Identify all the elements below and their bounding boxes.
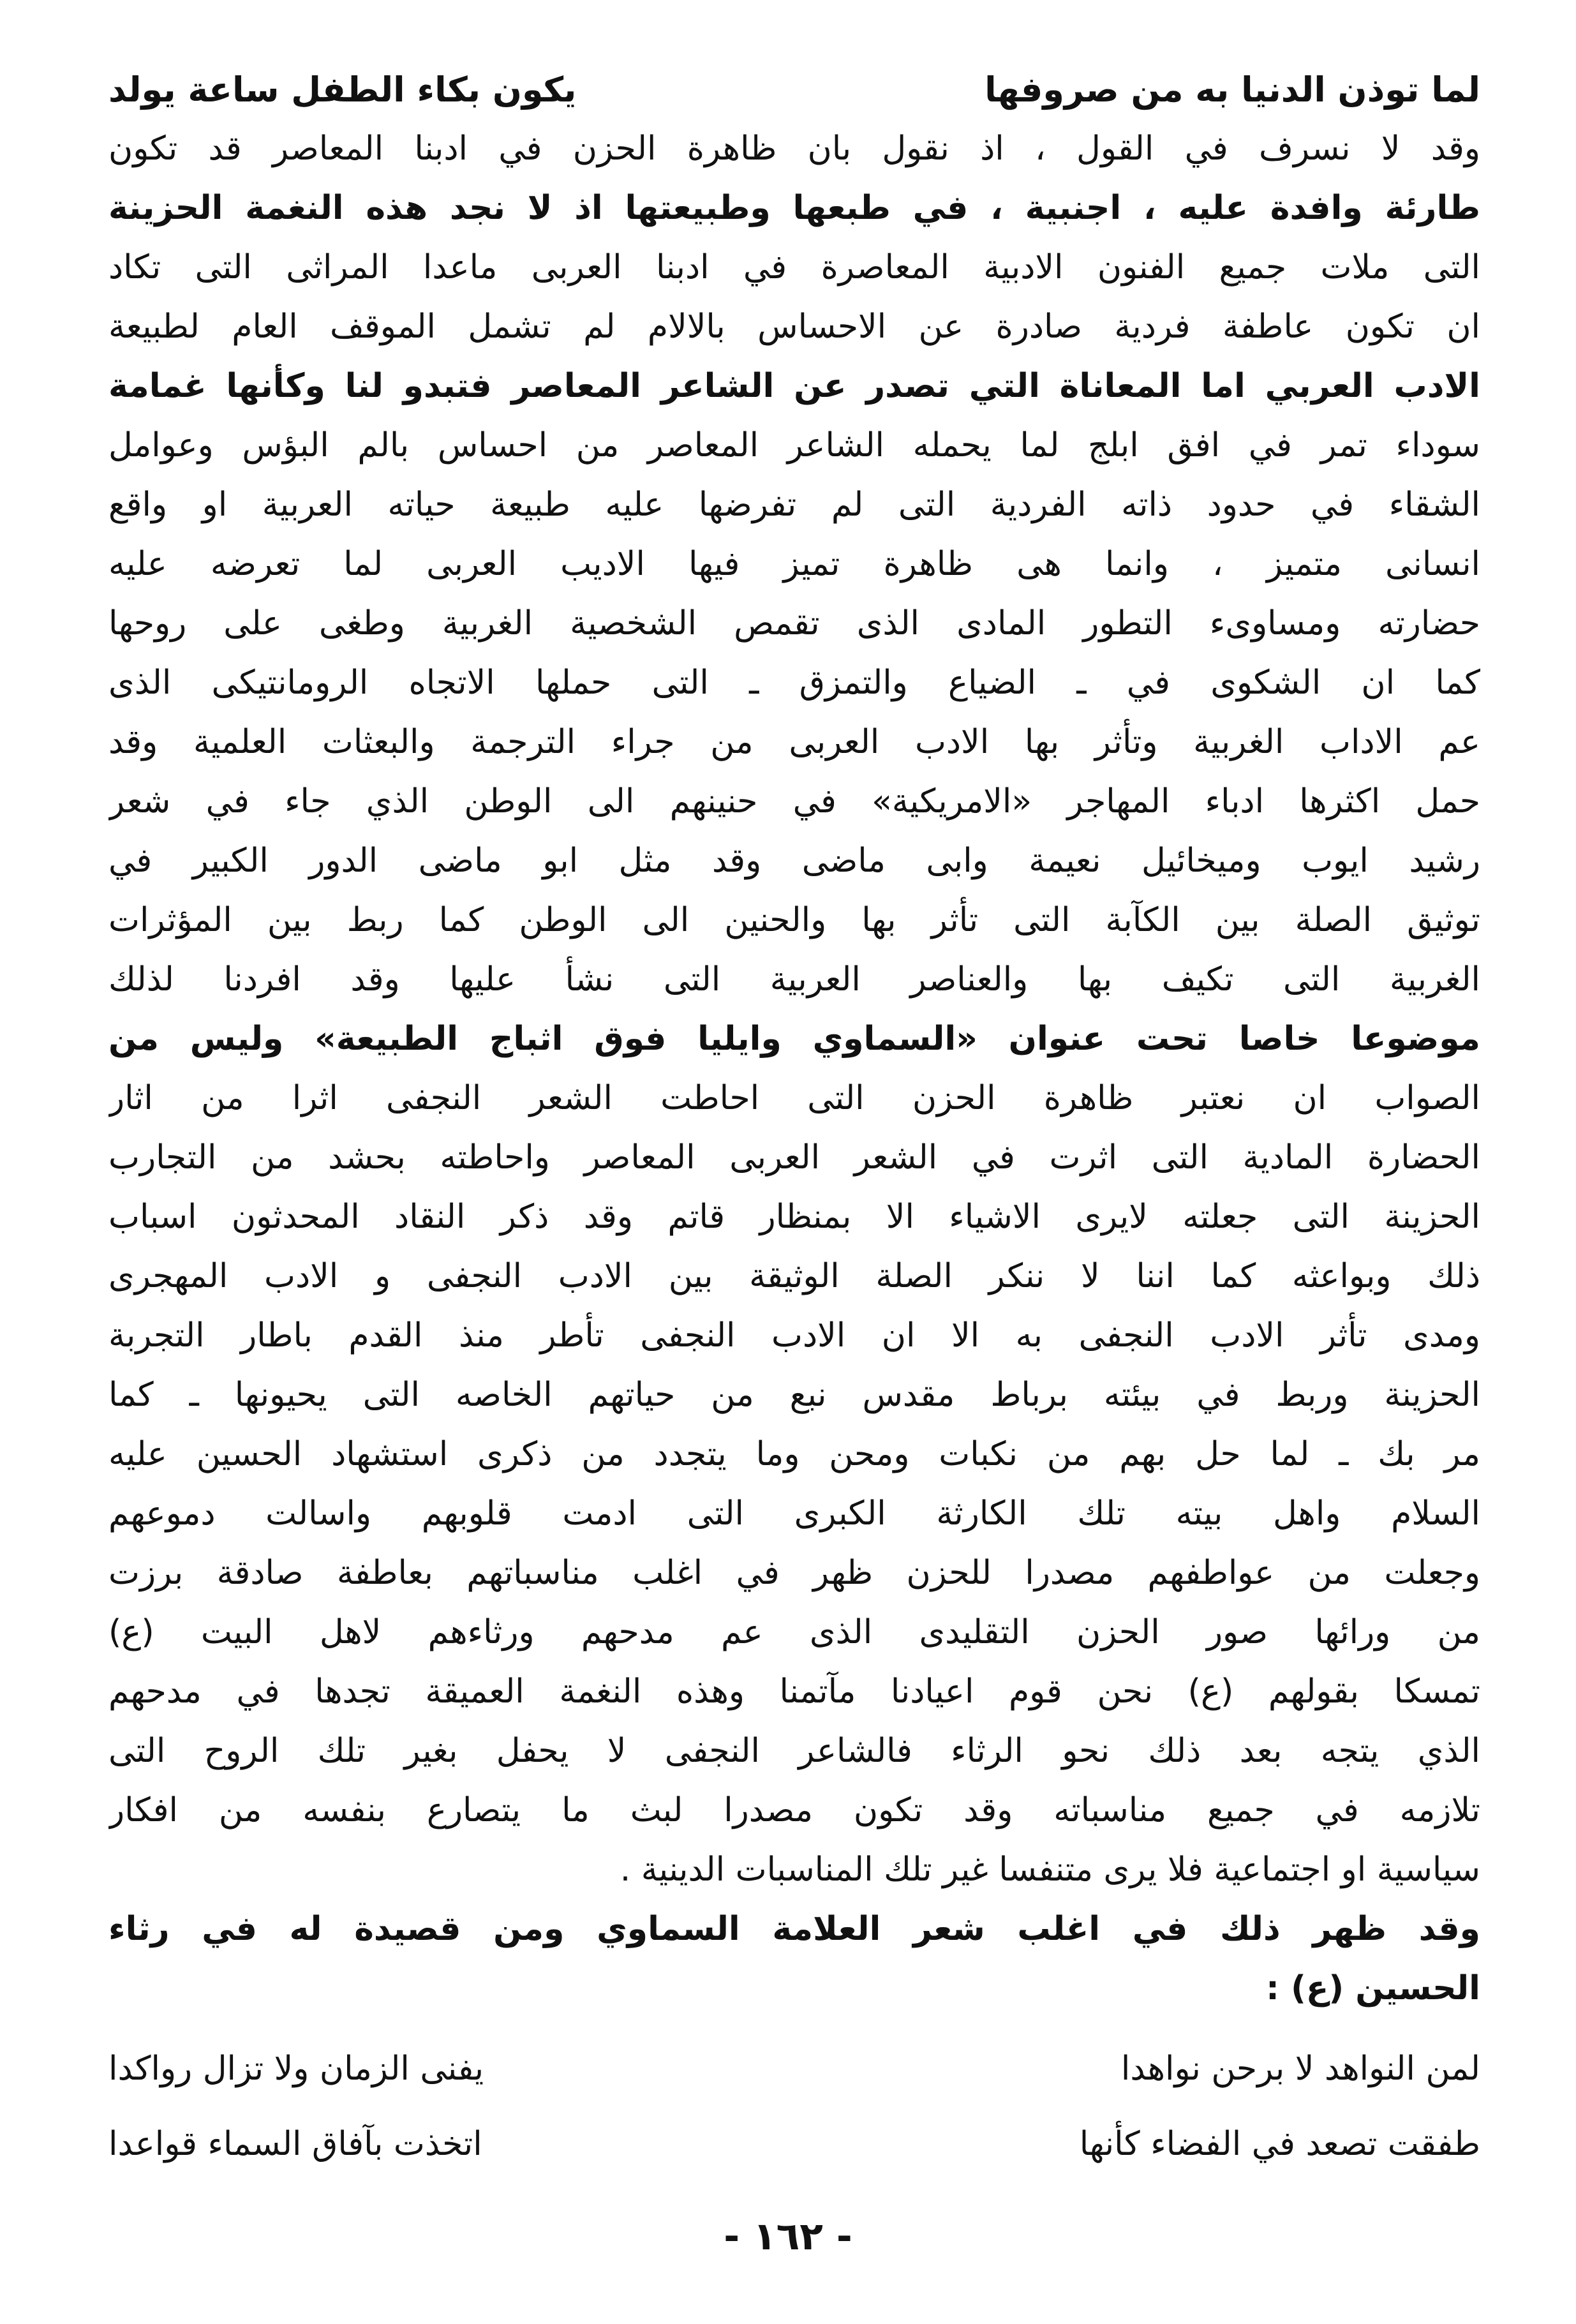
text-line: سياسية او اجتماعية فلا يرى متنفسا غير تلك المناسبات الدينية . — [620, 1851, 1480, 1889]
text-line: الشقاء في حدود ذاته الفردية التى لم تفرضها عليه طبيعة حياته العربية او واقع — [108, 486, 1480, 524]
text-line: التى ملات جميع الفنون الادبية المعاصرة في ادبنا العربى ماعدا المراثى التى تكاد — [108, 248, 1480, 287]
text-line: الحسين (ع) : — [1266, 1969, 1480, 2007]
verse-first-hemistich: لمن النواهد لا برحن نواهدا — [1120, 2050, 1480, 2088]
text-line: ومدى تأثر الادب النجفى به الا ان الادب النجفى تأطر منذ القدم باطار التجربة — [108, 1316, 1480, 1355]
text-line: الحزينة التى جعلته لايرى الاشياء الا بمنظار قاتم وقد ذكر النقاد المحدثون اسباب — [108, 1198, 1480, 1236]
book-page — [108, 61, 1480, 2182]
text-line: وقد لا نسرف في القول ، اذ نقول بان ظاهرة الحزن في ادبنا المعاصر قد تكون — [108, 130, 1480, 168]
text-line: من ورائها صور الحزن التقليدى الذى عم مدحهم ورثاءهم لاهل البيت (ع) — [108, 1613, 1480, 1651]
text-line: الحضارة المادية التى اثرت في الشعر العربى المعاصر واحاطته بحشد من التجارب — [108, 1138, 1480, 1177]
text-line: الذي يتجه بعد ذلك نحو الرثاء فالشاعر النجفى لا يحفل بغير تلك الروح التى — [108, 1732, 1480, 1770]
text-line: سوداء تمر في افق ابلج لما يحمله الشاعر المعاصر من احساس بالم البؤس وعوامل — [108, 426, 1480, 465]
text-line: توثيق الصلة بين الكآبة التى تأثر بها والحنين الى الوطن كما ربط بين المؤثرات — [108, 901, 1480, 939]
text-line: كما ان الشكوى في ـ الضياع والتمزق ـ التى حملها الاتجاه الرومانتيكى الذى — [108, 664, 1480, 702]
text-line: ان تكون عاطفة فردية صادرة عن الاحساس بالالام لم تشمل الموقف العام لطبيعة — [108, 308, 1480, 346]
text-line: طارئة وافدة عليه ، اجنبية ، في طبعها وطبيعتها اذ لا نجد هذه النغمة الحزينة — [108, 189, 1480, 227]
text-line: السلام واهل بيته تلك الكارثة الكبرى التى ادمت قلوبهم واسالت دموعهم — [108, 1494, 1480, 1533]
paragraph — [108, 1900, 1480, 2018]
text-line: عم الاداب الغربية وتأثر بها الادب العربى من جراء الترجمة والبعثات العلمية وقد — [108, 723, 1480, 761]
text-line: وقد ظهر ذلك في اغلب شعر العلامة السماوي ومن قصيدة له في رثاء — [108, 1910, 1480, 1948]
text-line: موضوعا خاصا تحت عنوان «السماوي وايليا فوق اثباج الطبيعة» وليس من — [108, 1020, 1480, 1058]
body-text — [108, 119, 1480, 2018]
paragraph — [108, 119, 1480, 1900]
text-line: الصواب ان نعتبر ظاهرة الحزن التى احاطت الشعر النجفى اثرا من اثار — [108, 1079, 1480, 1117]
text-line: الادب العربي اما المعاناة التي تصدر عن الشاعر المعاصر فتبدو لنا وكأنها غمامة — [108, 367, 1480, 405]
text-line: الحزينة وربط في بيئته برباط مقدس نبع من حياتهم الخاصه التى يحيونها ـ كما — [108, 1376, 1480, 1414]
poem — [108, 2031, 1480, 2182]
text-line: تمسكا بقولهم (ع) نحن قوم اعيادنا مآتمنا وهذه النغمة العميقة تجدها في مدحهم — [108, 1672, 1480, 1711]
verse-second-hemistich: اتخذت بآفاق السماء قواعدا — [108, 2125, 482, 2163]
verse-second-hemistich: يفنى الزمان ولا تزال رواكدا — [108, 2050, 484, 2088]
text-line: الغربية التى تكيف بها والعناصر العربية التى نشأ عليها وقد افردنا لذلك — [108, 960, 1480, 999]
verse-first-hemistich: طفقت تصعد في الفضاء كأنها — [1079, 2125, 1480, 2163]
page-number: - ١٦٢ - — [724, 2214, 852, 2259]
text-line: رشيد ايوب وميخائيل نعيمة وابى ماضى وقد مثل ابو ماضى الدور الكبير في — [108, 842, 1480, 880]
verse-first-hemistich: لما توذن الدنيا به من صروفها — [985, 70, 1480, 110]
poem-verse — [108, 2106, 1480, 2182]
text-line: وجعلت من عواطفهم مصدرا للحزن ظهر في اغلب مناسباتهم بعاطفة صادقة برزت — [108, 1554, 1480, 1592]
text-line: حمل اكثرها ادباء المهاجر «الامريكية» في حنينهم الى الوطن الذي جاء في شعر — [108, 782, 1480, 821]
opening-verse — [108, 61, 1480, 119]
text-line: حضارته ومساوىء التطور المادى الذى تقمص الشخصية الغربية وطغى على روحها — [108, 604, 1480, 643]
poem-verse — [108, 2031, 1480, 2106]
text-line: ذلك وبواعثه كما اننا لا ننكر الصلة الوثيقة بين الادب النجفى و الادب المهجرى — [108, 1257, 1480, 1295]
verse-second-hemistich: يكون بكاء الطفل ساعة يولد — [108, 70, 577, 110]
text-line: مر بك ـ لما حل بهم من نكبات ومحن وما يتجدد من ذكرى استشهاد الحسين عليه — [108, 1435, 1480, 1473]
text-line: تلازمه في جميع مناسباته وقد تكون مصدرا لبث ما يتصارع بنفسه من افكار — [108, 1791, 1480, 1829]
text-line: انسانى متميز ، وانما هى ظاهرة تميز فيها الاديب العربى لما تعرضه عليه — [108, 545, 1480, 583]
